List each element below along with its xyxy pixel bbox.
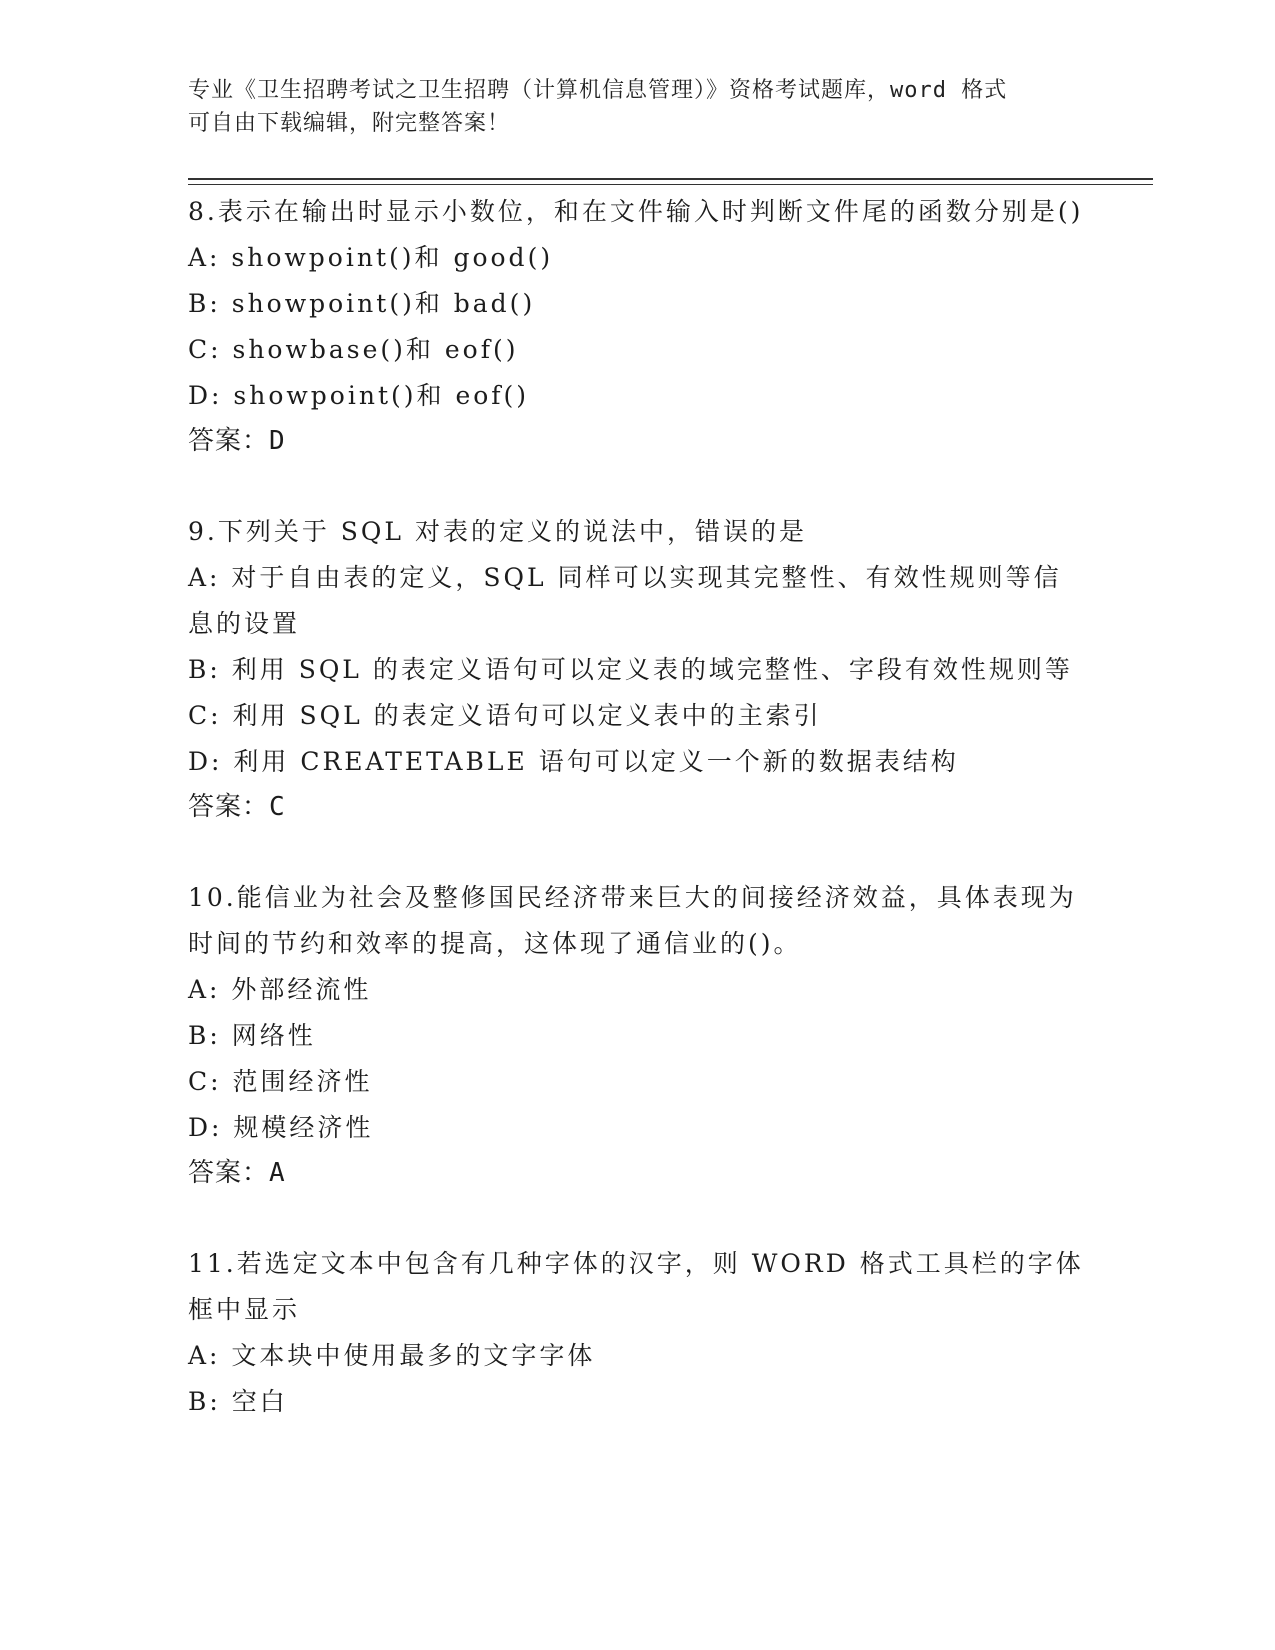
question-9 (188, 509, 1088, 830)
question-8 (188, 189, 1088, 464)
question-text: 8.表示在输出时显示小数位，和在文件输入时判断文件尾的函数分别是() (188, 197, 1084, 226)
option-b: B: showpoint()和 bad() (188, 289, 536, 318)
question-11 (188, 1241, 1088, 1425)
question-text: 10.能信业为社会及整修国民经济带来巨大的间接经济效益，具体表现为时间的节约和效率的提高，这体现了通信业的()。 (188, 883, 1077, 958)
question-10 (188, 875, 1088, 1196)
header-line-2: 可自由下载编辑，附完整答案！ (188, 111, 511, 136)
question-list (188, 189, 1088, 1425)
option-d: D: showpoint()和 eof() (188, 381, 530, 410)
header-divider-thin (188, 184, 1153, 185)
answer: 答案：A (188, 1158, 286, 1188)
option-a: A: 对于自由表的定义，SQL 同样可以实现其完整性、有效性规则等信息的设置 (188, 563, 1062, 638)
header-divider-thick (188, 178, 1153, 180)
document-header (188, 74, 1068, 140)
option-d: D: 利用 CREATETABLE 语句可以定义一个新的数据表结构 (188, 747, 959, 776)
option-d: D: 规模经济性 (188, 1113, 374, 1142)
option-b: B: 利用 SQL 的表定义语句可以定义表的域完整性、字段有效性规则等 (188, 655, 1073, 684)
question-text: 11.若选定文本中包含有几种字体的汉字，则 WORD 格式工具栏的字体框中显示 (188, 1249, 1084, 1324)
option-a: A: 外部经流性 (188, 975, 372, 1004)
option-a: A: 文本块中使用最多的文字字体 (188, 1341, 596, 1370)
option-c: C: 范围经济性 (188, 1067, 373, 1096)
header-line-1: 专业《卫生招聘考试之卫生招聘（计算机信息管理）》资格考试题库，word 格式 (188, 78, 1008, 103)
option-b: B: 空白 (188, 1387, 288, 1416)
option-c: C: 利用 SQL 的表定义语句可以定义表中的主索引 (188, 701, 822, 730)
option-a: A: showpoint()和 good() (188, 243, 554, 272)
answer: 答案：C (188, 792, 286, 822)
answer: 答案：D (188, 426, 286, 456)
question-text: 9.下列关于 SQL 对表的定义的说法中，错误的是 (188, 517, 807, 546)
option-b: B: 网络性 (188, 1021, 316, 1050)
option-c: C: showbase()和 eof() (188, 335, 519, 364)
